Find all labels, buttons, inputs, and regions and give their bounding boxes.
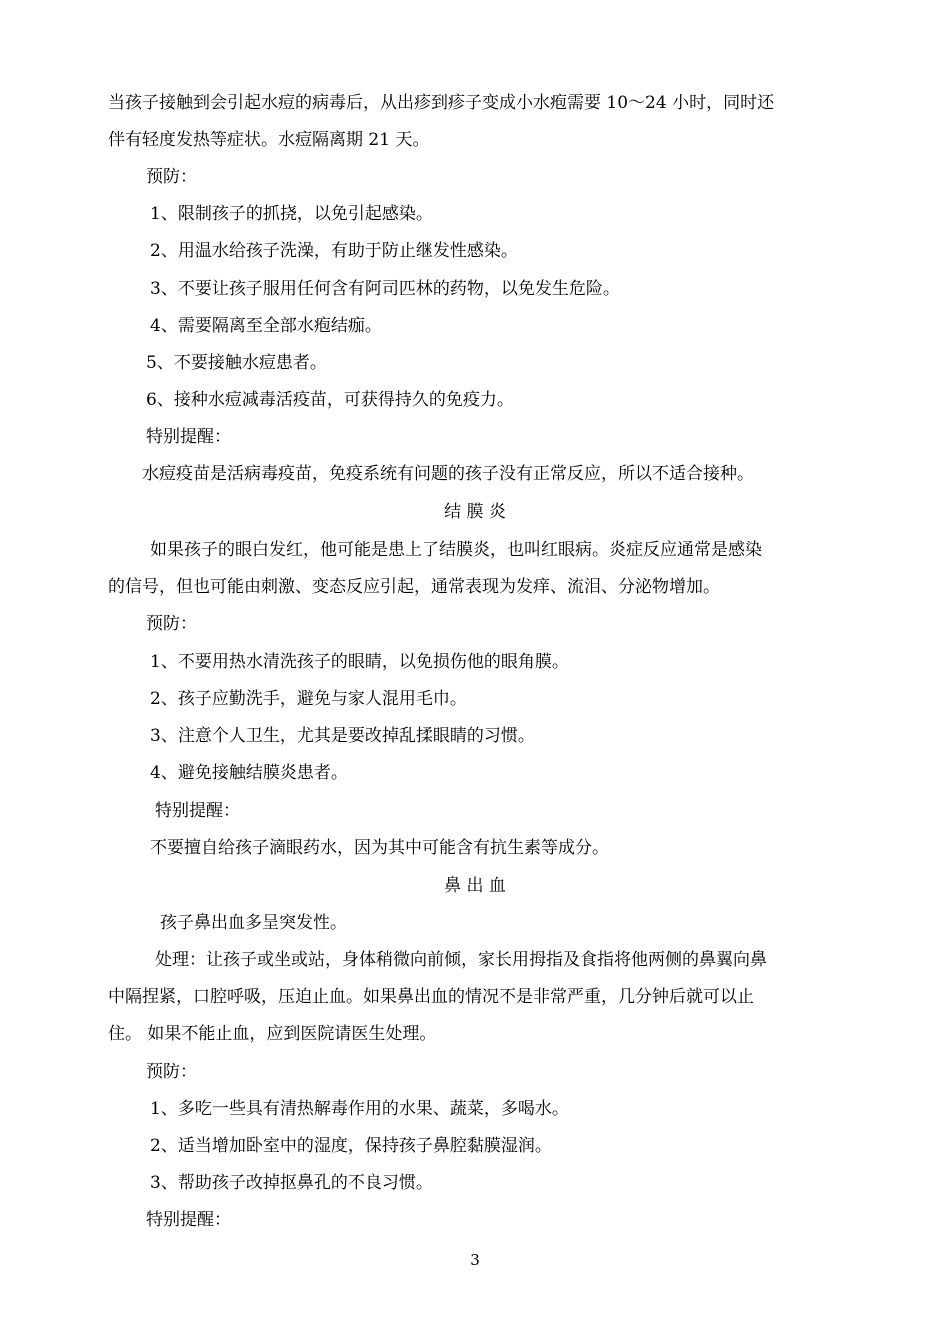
varicella-item: 3、不要让孩子服用任何含有阿司匹林的药物，以免发生危险。 bbox=[150, 279, 620, 299]
nosebleed-title: 鼻 出 血 bbox=[444, 876, 506, 896]
conjunctivitis-prevention-label: 预防： bbox=[146, 614, 197, 634]
nosebleed-item: 3、帮助孩子改掉抠鼻孔的不良习惯。 bbox=[150, 1173, 433, 1193]
nosebleed-treatment-line-2: 中隔捏紧，口腔呼吸，压迫止血。如果鼻出血的情况不是非常严重，几分钟后就可以止 bbox=[108, 987, 754, 1007]
nosebleed-intro: 孩子鼻出血多呈突发性。 bbox=[160, 913, 347, 933]
conjunctivitis-title: 结 膜 炎 bbox=[444, 502, 506, 522]
varicella-item: 1、限制孩子的抓挠，以免引起感染。 bbox=[150, 204, 433, 224]
conjunctivitis-intro-line-1: 如果孩子的眼白发红，他可能是患上了结膜炎，也叫红眼病。炎症反应通常是感染 bbox=[150, 540, 762, 560]
nosebleed-item: 1、多吃一些具有清热解毒作用的水果、蔬菜，多喝水。 bbox=[150, 1099, 569, 1119]
nosebleed-prevention-label: 预防： bbox=[146, 1062, 197, 1082]
conjunctivitis-intro-line-2: 的信号，但也可能由刺激、变态反应引起，通常表现为发痒、流泪、分泌物增加。 bbox=[108, 577, 720, 597]
conjunctivitis-item: 4、避免接触结膜炎患者。 bbox=[150, 763, 348, 783]
conjunctivitis-item: 2、孩子应勤洗手，避免与家人混用毛巾。 bbox=[150, 689, 467, 709]
conjunctivitis-reminder-label: 特别提醒： bbox=[155, 801, 240, 821]
conjunctivitis-reminder: 不要擅自给孩子滴眼药水，因为其中可能含有抗生素等成分。 bbox=[150, 838, 609, 858]
varicella-item: 4、需要隔离至全部水疱结痂。 bbox=[150, 316, 382, 336]
varicella-item: 2、用温水给孩子洗澡，有助于防止继发性感染。 bbox=[150, 241, 518, 261]
nosebleed-treatment-line-1: 处理：让孩子或坐或站，身体稍微向前倾，家长用拇指及食指将他两侧的鼻翼向鼻 bbox=[155, 950, 767, 970]
nosebleed-item: 2、适当增加卧室中的湿度，保持孩子鼻腔黏膜湿润。 bbox=[150, 1136, 552, 1156]
nosebleed-treatment-line-3: 住。 如果不能止血，应到医院请医生处理。 bbox=[108, 1024, 437, 1044]
conjunctivitis-item: 3、注意个人卫生，尤其是要改掉乱揉眼睛的习惯。 bbox=[150, 726, 535, 746]
varicella-item: 6、接种水痘减毒活疫苗，可获得持久的免疫力。 bbox=[146, 390, 514, 410]
varicella-reminder-label: 特别提醒： bbox=[146, 427, 231, 447]
varicella-item: 5、不要接触水痘患者。 bbox=[146, 353, 327, 373]
conjunctivitis-item: 1、不要用热水清洗孩子的眼睛，以免损伤他的眼角膜。 bbox=[150, 652, 569, 672]
varicella-intro-line-2: 伴有轻度发热等症状。水痘隔离期 21 天。 bbox=[108, 130, 430, 150]
nosebleed-reminder-label: 特别提醒： bbox=[146, 1210, 231, 1230]
varicella-intro-line-1: 当孩子接触到会引起水痘的病毒后，从出疹到疹子变成小水疱需要 10～24 小时，同时还 bbox=[108, 93, 775, 113]
varicella-prevention-label: 预防： bbox=[146, 167, 197, 187]
page-number: 3 bbox=[470, 1251, 480, 1269]
varicella-reminder: 水痘疫苗是活病毒疫苗，免疫系统有问题的孩子没有正常反应，所以不适合接种。 bbox=[142, 464, 754, 484]
